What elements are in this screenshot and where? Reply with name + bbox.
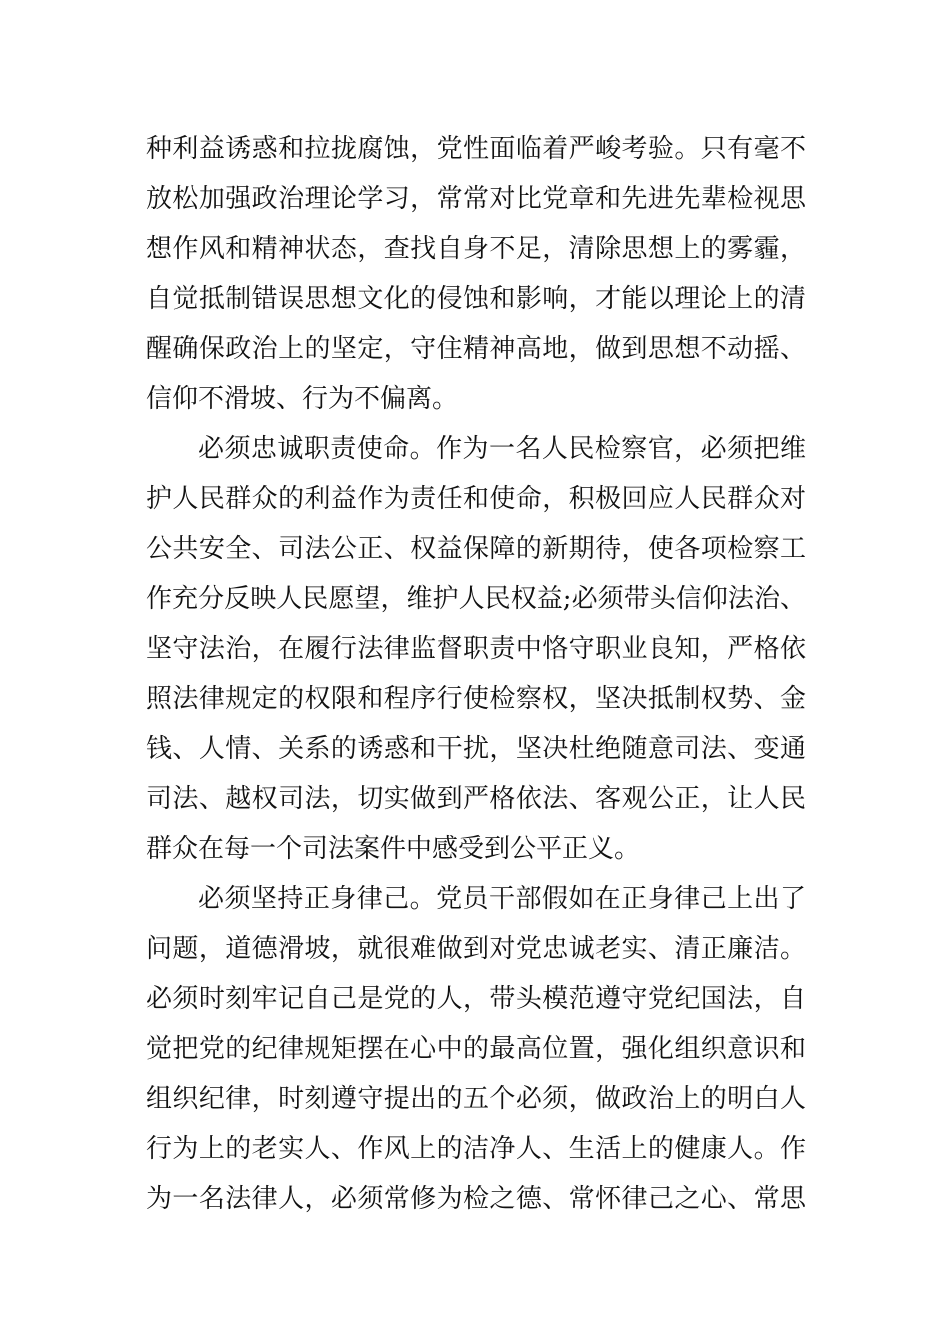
text-line: 醒确保政治上的坚定，守住精神高地，做到思想不动摇、 [146,334,806,364]
text-line: 群众在每一个司法案件中感受到公平正义。 [146,834,641,864]
paragraph-start-line: 必须坚持正身律己。党员干部假如在正身律己上出了 [198,884,806,914]
text-line: 护人民群众的利益作为责任和使命，积极回应人民群众对 [146,484,806,514]
text-line: 必须时刻牢记自己是党的人，带头模范遵守党纪国法，自 [146,984,806,1014]
text-line: 照法律规定的权限和程序行使检察权，坚决抵制权势、金 [146,684,806,714]
text-line: 钱、人情、关系的诱惑和干扰，坚决杜绝随意司法、变通 [146,734,806,764]
text-line: 公共安全、司法公正、权益保障的新期待，使各项检察工 [146,534,806,564]
text-line: 想作风和精神状态，查找自身不足，清除思想上的雾霾， [146,234,806,264]
text-line: 组织纪律，时刻遵守提出的五个必须，做政治上的明白人 [146,1084,806,1114]
text-line: 行为上的老实人、作风上的洁净人、生活上的健康人。作 [146,1134,806,1164]
text-line: 信仰不滑坡、行为不偏离。 [146,384,459,414]
text-line: 为一名法律人，必须常修为检之德、常怀律己之心、常思 [146,1184,806,1214]
text-line: 司法、越权司法，切实做到严格依法、客观公正，让人民 [146,784,806,814]
text-line: 觉把党的纪律规矩摆在心中的最高位置，强化组织意识和 [146,1034,806,1064]
text-line: 作充分反映人民愿望，维护人民权益;必须带头信仰法治、 [146,584,806,614]
body-text [146,124,806,1224]
text-line: 问题，道德滑坡，就很难做到对党忠诚老实、清正廉洁。 [146,934,806,964]
text-line: 坚守法治，在履行法律监督职责中恪守职业良知，严格依 [146,634,806,664]
text-line: 放松加强政治理论学习，常常对比党章和先进先辈检视思 [146,184,806,214]
text-line: 种利益诱惑和拉拢腐蚀，党性面临着严峻考验。只有毫不 [146,134,806,164]
text-line: 自觉抵制错误思想文化的侵蚀和影响，才能以理论上的清 [146,284,806,314]
paragraph-start-line: 必须忠诚职责使命。作为一名人民检察官，必须把维 [198,434,806,464]
